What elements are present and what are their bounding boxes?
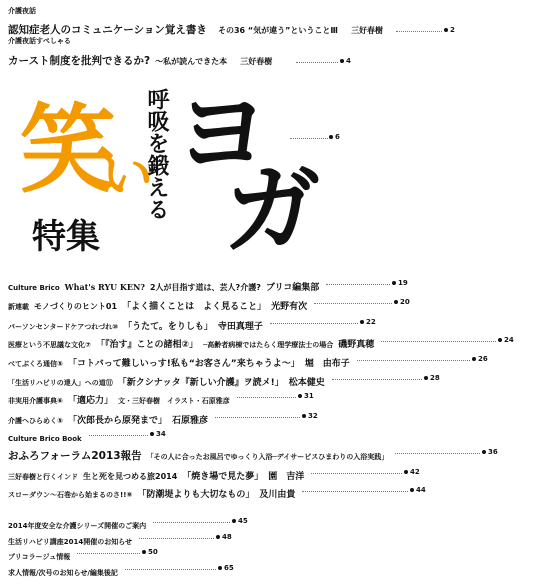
toc-author: 三好春樹 bbox=[240, 57, 273, 66]
leader-dots bbox=[357, 360, 470, 361]
toc-label: 介護へひらめく⑤ bbox=[8, 417, 63, 425]
toc-item[interactable] bbox=[8, 296, 312, 312]
toc-label: 三好春樹と行くインド bbox=[8, 473, 78, 481]
toc-label: 新連載 bbox=[8, 303, 29, 311]
feature-yo: ヨ bbox=[174, 78, 270, 190]
leader-dots bbox=[381, 341, 496, 342]
page-number: 32 bbox=[308, 412, 318, 420]
toc-title: 「次郎長から原発まで」 bbox=[67, 416, 167, 426]
toc-label: 求人情報/次号のお知らせ/編集後記 bbox=[8, 569, 118, 577]
toc-author: 磯野真穂 bbox=[338, 340, 375, 350]
toc-subtitle: 2人が目指す道は、芸人?介護? bbox=[149, 283, 261, 292]
leader-dots bbox=[270, 323, 358, 324]
page-bullet-icon bbox=[216, 535, 220, 539]
page-bullet-icon bbox=[142, 550, 146, 554]
page-number: 48 bbox=[222, 533, 232, 541]
page-bullet-icon bbox=[392, 281, 396, 285]
toc-item[interactable] bbox=[8, 546, 75, 562]
page-number: 2 bbox=[450, 26, 455, 34]
toc-author: 堀 由布子 bbox=[304, 359, 350, 369]
toc-title: 認知症老人のコミュニケーション覚え書き bbox=[8, 24, 207, 36]
toc-label: 「生活リハビリの達人」への道⑪ bbox=[8, 379, 113, 387]
toc-item[interactable] bbox=[8, 410, 213, 426]
page-number: 26 bbox=[478, 355, 488, 363]
page-number: 36 bbox=[488, 448, 498, 456]
page-bullet-icon bbox=[302, 414, 306, 418]
toc-label: Culture Brico Book bbox=[8, 435, 82, 443]
toc-title: 「新クシナッタ『新しい介護』ヲ読メ!」 bbox=[117, 378, 284, 388]
page-bullet-icon bbox=[150, 432, 154, 436]
feature-i: い bbox=[101, 146, 154, 206]
leader-dots bbox=[215, 417, 300, 418]
feature-block[interactable] bbox=[0, 80, 539, 270]
page-number: 4 bbox=[346, 57, 351, 65]
page-number: 31 bbox=[304, 392, 314, 400]
feature-ga: ガ bbox=[224, 154, 320, 266]
toc-title: 生と死を見つめる旅2014 bbox=[83, 472, 178, 481]
leader-dots bbox=[395, 453, 480, 454]
page-bullet-icon bbox=[410, 488, 414, 492]
page-bullet-icon bbox=[424, 376, 428, 380]
page-bullet-icon bbox=[329, 135, 333, 139]
leader-dots bbox=[326, 284, 390, 285]
toc-label: べてぶくろ通信⑤ bbox=[8, 360, 63, 368]
toc-item[interactable] bbox=[8, 531, 137, 547]
toc-item[interactable] bbox=[8, 515, 151, 531]
toc-item[interactable] bbox=[8, 484, 300, 500]
toc-item[interactable] bbox=[8, 277, 324, 293]
toc-label: ブリコラージュ情報 bbox=[8, 553, 71, 561]
feature-vertical-title: 呼吸を鍛える bbox=[144, 88, 169, 220]
leader-dots bbox=[290, 138, 328, 139]
page-bullet-icon bbox=[232, 519, 236, 523]
page-number: 45 bbox=[238, 517, 248, 525]
toc-title: モノづくりのヒント01 bbox=[34, 302, 118, 311]
leader-dots bbox=[125, 569, 216, 570]
toc-label: 生活リハビリ講座2014開催のお知らせ bbox=[8, 538, 133, 546]
leader-dots bbox=[237, 397, 296, 398]
toc-label: 非実用介護事典⑥ bbox=[8, 397, 63, 405]
toc-title: 「適応力」 bbox=[67, 396, 113, 406]
feature-tokushu: 特集 bbox=[32, 217, 100, 257]
page-bullet-icon bbox=[404, 470, 408, 474]
page-number: 50 bbox=[148, 548, 158, 556]
page-number: 6 bbox=[335, 133, 340, 141]
toc-row-2[interactable] bbox=[8, 51, 272, 67]
category-kaigo-yawa: 介護夜話 bbox=[8, 7, 36, 15]
leader-dots bbox=[296, 62, 338, 63]
toc-subtitle: 「焼き場で見た夢」 bbox=[182, 472, 264, 482]
leader-dots bbox=[332, 379, 422, 380]
feature-warai: 笑 bbox=[20, 94, 116, 206]
toc-label: パーソンセンタードケアつれづれ⑩ bbox=[8, 323, 119, 331]
leader-dots bbox=[396, 31, 442, 32]
page-number: 19 bbox=[398, 279, 408, 287]
leader-dots bbox=[139, 538, 214, 539]
toc-item[interactable] bbox=[8, 466, 309, 482]
toc-item[interactable] bbox=[8, 334, 379, 350]
page-number: 44 bbox=[416, 486, 426, 494]
leader-dots bbox=[302, 491, 408, 492]
toc-item[interactable] bbox=[8, 428, 87, 444]
page-number: 65 bbox=[224, 564, 234, 572]
page-number: 34 bbox=[156, 430, 166, 438]
toc-item[interactable] bbox=[8, 372, 330, 388]
page-bullet-icon bbox=[472, 357, 476, 361]
page-bullet-icon bbox=[394, 300, 398, 304]
toc-item[interactable] bbox=[8, 562, 123, 578]
page-bullet-icon bbox=[340, 59, 344, 63]
page-bullet-icon bbox=[498, 338, 502, 342]
toc-author: ブリコ編集部 bbox=[265, 283, 320, 293]
toc-item[interactable] bbox=[8, 353, 355, 369]
page-number: 24 bbox=[504, 336, 514, 344]
toc-item[interactable] bbox=[8, 390, 235, 406]
toc-subtitle: 「よく描くことは よく見ること」 bbox=[122, 302, 267, 312]
toc-item[interactable] bbox=[8, 316, 268, 332]
toc-label: スローダウン〜石巻から始まるのさ!!⑨ bbox=[8, 491, 133, 499]
toc-subtitle: 〜私が読んできた本 bbox=[155, 57, 228, 66]
page-bullet-icon bbox=[482, 450, 486, 454]
toc-title: おふろフォーラム2013報告 bbox=[8, 450, 142, 462]
toc-subtitle: 「その人に合ったお風呂でゆっくり入浴─デイサービスひまわりの入浴実践」 bbox=[146, 453, 389, 461]
toc-label: 医療という不思議な文化⑦ bbox=[8, 341, 91, 349]
toc-subtitle: その36 “気が違う”ということⅢ bbox=[217, 26, 338, 35]
toc-author: 三好春樹 bbox=[351, 26, 384, 35]
toc-author: 園 吉洋 bbox=[268, 472, 305, 482]
toc-label: 2014年度安全な介護シリーズ開催のご案内 bbox=[8, 522, 147, 530]
toc-title: 「コトバって難しいっす!私も“お客さん”来ちゃうよ〜」 bbox=[67, 359, 300, 369]
page-bullet-icon bbox=[444, 28, 448, 32]
toc-title: カースト制度を批判できるか? bbox=[8, 55, 151, 67]
page-bullet-icon bbox=[360, 320, 364, 324]
page-number: 22 bbox=[366, 318, 376, 326]
leader-dots bbox=[153, 522, 230, 523]
toc-title: 「防潮堤よりも大切なもの」 bbox=[137, 490, 255, 500]
toc-author: 及川由貴 bbox=[259, 490, 296, 500]
toc-subtitle: 文・三好春樹 イラスト・石原雅彦 bbox=[117, 397, 230, 405]
page-bullet-icon bbox=[218, 566, 222, 570]
toc-row-1[interactable] bbox=[8, 20, 383, 36]
toc-item[interactable] bbox=[8, 446, 393, 462]
leader-dots bbox=[311, 473, 402, 474]
toc-label: Culture Brico bbox=[8, 284, 60, 292]
category-kaigo-yawa-special: 介護夜話すぺしゃる bbox=[8, 37, 71, 45]
toc-author: 寺田真理子 bbox=[217, 322, 263, 332]
page-bullet-icon bbox=[298, 394, 302, 398]
toc-author: 光野有次 bbox=[271, 302, 308, 312]
leader-dots bbox=[314, 303, 392, 304]
toc-title: What's RYU KEN? bbox=[64, 282, 145, 292]
toc-subtitle: ─高齢者病棟ではたらく理学療法士の場合 bbox=[203, 341, 334, 349]
leader-dots bbox=[89, 435, 148, 436]
toc-title: 「『治す』ことの諸相②」 bbox=[95, 340, 199, 350]
page-number: 42 bbox=[410, 468, 420, 476]
page-number: 28 bbox=[430, 374, 440, 382]
toc-author: 石原雅彦 bbox=[171, 416, 208, 426]
page-number: 20 bbox=[400, 298, 410, 306]
leader-dots bbox=[77, 553, 140, 554]
toc-title: 「うたて。をりしも」 bbox=[123, 322, 213, 332]
toc-author: 松本健史 bbox=[288, 378, 325, 388]
